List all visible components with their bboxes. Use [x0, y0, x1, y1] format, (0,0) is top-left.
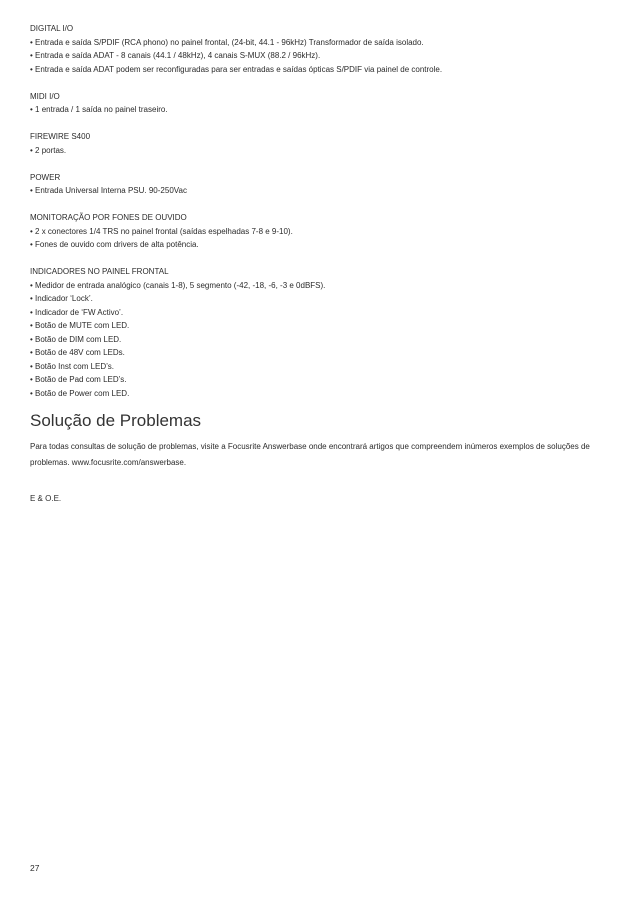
- section-title: POWER: [30, 172, 61, 182]
- section-title: MONITORAÇÃO POR FONES DE OUVIDO: [30, 213, 187, 222]
- list-item: • Entrada e saída S/PDIF (RCA phono) no painel frontal, (24-bit, 44.1 - 96kHz) Transformador de saída isolado.: [30, 37, 424, 47]
- section-title: FIREWIRE S400: [30, 132, 91, 141]
- section-digital-io: [30, 22, 620, 76]
- list-item: • Entrada e saída ADAT podem ser reconfiguradas para ser entradas e saídas ópticas S/PDIF via painel de controle.: [30, 64, 443, 74]
- list-item: • Entrada e saída ADAT - 8 canais (44.1 / 48kHz), 4 canais S-MUX (88.2 / 96kHz).: [30, 51, 321, 60]
- list-item: • Botão de DIM com LED.: [30, 334, 122, 344]
- section-headphones: [30, 211, 620, 252]
- list-item: • Medidor de entrada analógico (canais 1-8), 5 segmento (-42, -18, -6, -3 e 0dBFS).: [30, 280, 326, 290]
- section-midi-io: [30, 90, 620, 117]
- troubleshooting-heading: Solução de Problemas: [30, 411, 202, 430]
- list-item: • Fones de ouvido com drivers de alta potência.: [30, 240, 199, 249]
- section-title: INDICADORES NO PAINEL FRONTAL: [30, 267, 169, 276]
- section-firewire: [30, 130, 620, 157]
- list-item: • 1 entrada / 1 saída no painel traseiro.: [30, 105, 168, 114]
- list-item: • Indicador ‘Lock’.: [30, 294, 93, 303]
- list-item: • Botão de MUTE com LED.: [30, 321, 130, 330]
- list-item: • 2 portas.: [30, 145, 67, 155]
- troubleshooting-paragraph: Para todas consultas de solução de problemas, visite a Focusrite Answerbase onde encontrará artigos que compreendem inúmeros exemplos de soluções de problemas. www.focusrite.com/answerbase.: [30, 442, 590, 467]
- list-item: • Entrada Universal Interna PSU. 90-250Vac: [30, 186, 187, 195]
- section-title: MIDI I/O: [30, 91, 60, 101]
- list-item: • Botão de 48V com LEDs.: [30, 348, 125, 357]
- section-front-panel-indicators: [30, 265, 620, 400]
- section-power: [30, 171, 620, 198]
- list-item: • Indicador de ‘FW Activo’.: [30, 307, 124, 317]
- list-item: • Botão Inst com LED’s.: [30, 361, 115, 371]
- list-item: • Botão de Power com LED.: [30, 388, 130, 398]
- list-item: • Botão de Pad com LED’s.: [30, 375, 127, 384]
- section-title: DIGITAL I/O: [30, 24, 74, 33]
- page-number: 27: [30, 863, 40, 873]
- list-item: • 2 x conectores 1/4 TRS no painel frontal (saídas espelhadas 7-8 e 9-10).: [30, 226, 293, 236]
- errors-omissions-note: E & O.E.: [30, 494, 62, 503]
- page-content: [30, 22, 620, 505]
